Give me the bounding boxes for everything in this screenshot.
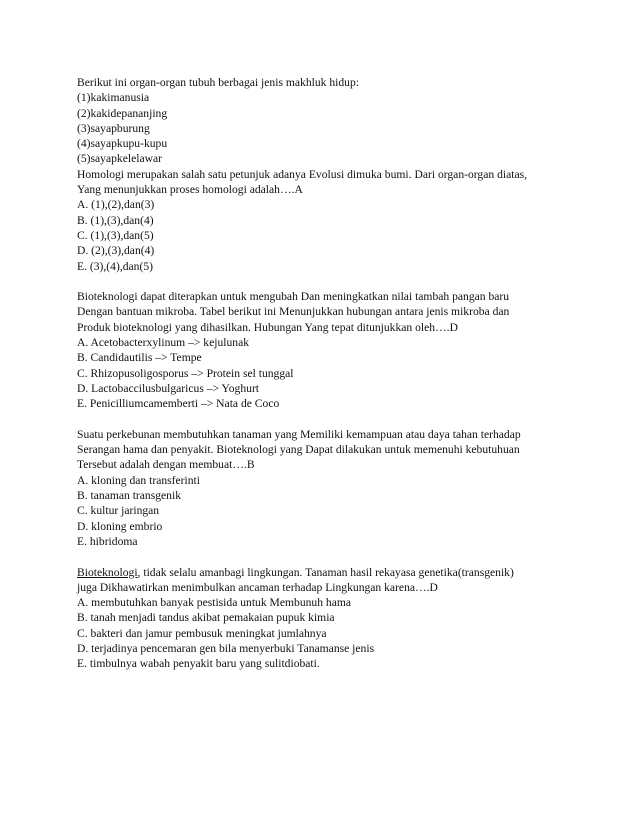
q2-line: Dengan bantuan mikroba. Tabel berikut ini Menunjukkan hubungan antara jenis mikroba dan: [77, 305, 510, 319]
q1-option: E. (3),(4),dan(5): [77, 259, 153, 273]
q3-line: Suatu perkebunan membutuhkan tanaman yang Memiliki kemampuan atau daya tahan terhadap: [77, 427, 521, 441]
q4-underlined-term: Bioteknologi: [77, 565, 138, 579]
q3-option: A. kloning dan transferinti: [77, 473, 200, 487]
q1-line: (5)sayapkelelawar: [77, 152, 162, 166]
q2-option: D. Lactobaccilusbulgaricus –> Yoghurt: [77, 381, 260, 395]
q4-option: E. timbulnya wabah penyakit baru yang sulitdiobati.: [77, 657, 320, 671]
q4-option: C. bakteri dan jamur pembusuk meningkat jumlahnya: [77, 626, 327, 640]
q1-line: Homologi merupakan salah satu petunjuk adanya Evolusi dimuka bumi. Dari organ-organ diatas,: [77, 167, 528, 181]
q4-line: juga Dikhawatirkan menimbulkan ancaman terhadap Lingkungan karena….D: [77, 580, 438, 594]
q4-option: B. tanah menjadi tandus akibat pemakaian pupuk kimia: [77, 611, 335, 625]
q3-option: C. kultur jaringan: [77, 504, 160, 518]
q1-option: B. (1),(3),dan(4): [77, 213, 154, 227]
q1-option: C. (1),(3),dan(5): [77, 228, 154, 242]
q2-line: Produk bioteknologi yang dihasilkan. Hubungan Yang tepat ditunjukkan oleh….D: [77, 320, 458, 334]
q4-first-line-rest: , tidak selalu amanbagi lingkungan. Tanaman hasil rekayasa genetika(transgenik): [137, 565, 514, 579]
question-3: [77, 427, 577, 549]
q3-option: E. hibridoma: [77, 534, 138, 548]
q3-option: B. tanaman transgenik: [77, 489, 181, 503]
q3-line: Tersebut adalah dengan membuat….B: [77, 458, 255, 472]
question-1: [77, 75, 577, 274]
question-4: [77, 565, 577, 672]
q1-line: Berikut ini organ-organ tubuh berbagai jenis makhluk hidup:: [77, 76, 359, 89]
q2-option: B. Candidautilis –> Tempe: [77, 351, 202, 365]
q2-option: C. Rhizopusoligosporus –> Protein sel tunggal: [77, 366, 294, 380]
q1-option: A. (1),(2),dan(3): [77, 198, 155, 212]
q4-option: D. terjadinya pencemaran gen bila menyerbuki Tanamanse jenis: [77, 641, 375, 655]
document-content: [77, 75, 577, 687]
q1-line: Yang menunjukkan proses homologi adalah….A: [77, 183, 303, 197]
q1-line: (1)kakimanusia: [77, 91, 150, 105]
q2-line: Bioteknologi dapat diterapkan untuk mengubah Dan meningkatkan nilai tambah pangan baru: [77, 290, 510, 304]
q3-option: D. kloning embrio: [77, 519, 163, 533]
q4-first-line: [77, 565, 577, 580]
q1-line: (2)kakidepananjing: [77, 106, 168, 120]
q2-option: E. Penicilliumcamemberti –> Nata de Coco: [77, 397, 280, 411]
q1-option: D. (2),(3),dan(4): [77, 244, 155, 258]
question-2: [77, 289, 577, 411]
q1-line: (4)sayapkupu-kupu: [77, 137, 168, 151]
q4-option: A. membutuhkan banyak pestisida untuk Membunuh hama: [77, 596, 352, 610]
q1-line: (3)sayapburung: [77, 121, 150, 135]
q2-option: A. Acetobacterxylinum –> kejulunak: [77, 336, 250, 350]
q3-line: Serangan hama dan penyakit. Bioteknologi yang Dapat dilakukan untuk memenuhi kebutuhuan: [77, 443, 520, 457]
